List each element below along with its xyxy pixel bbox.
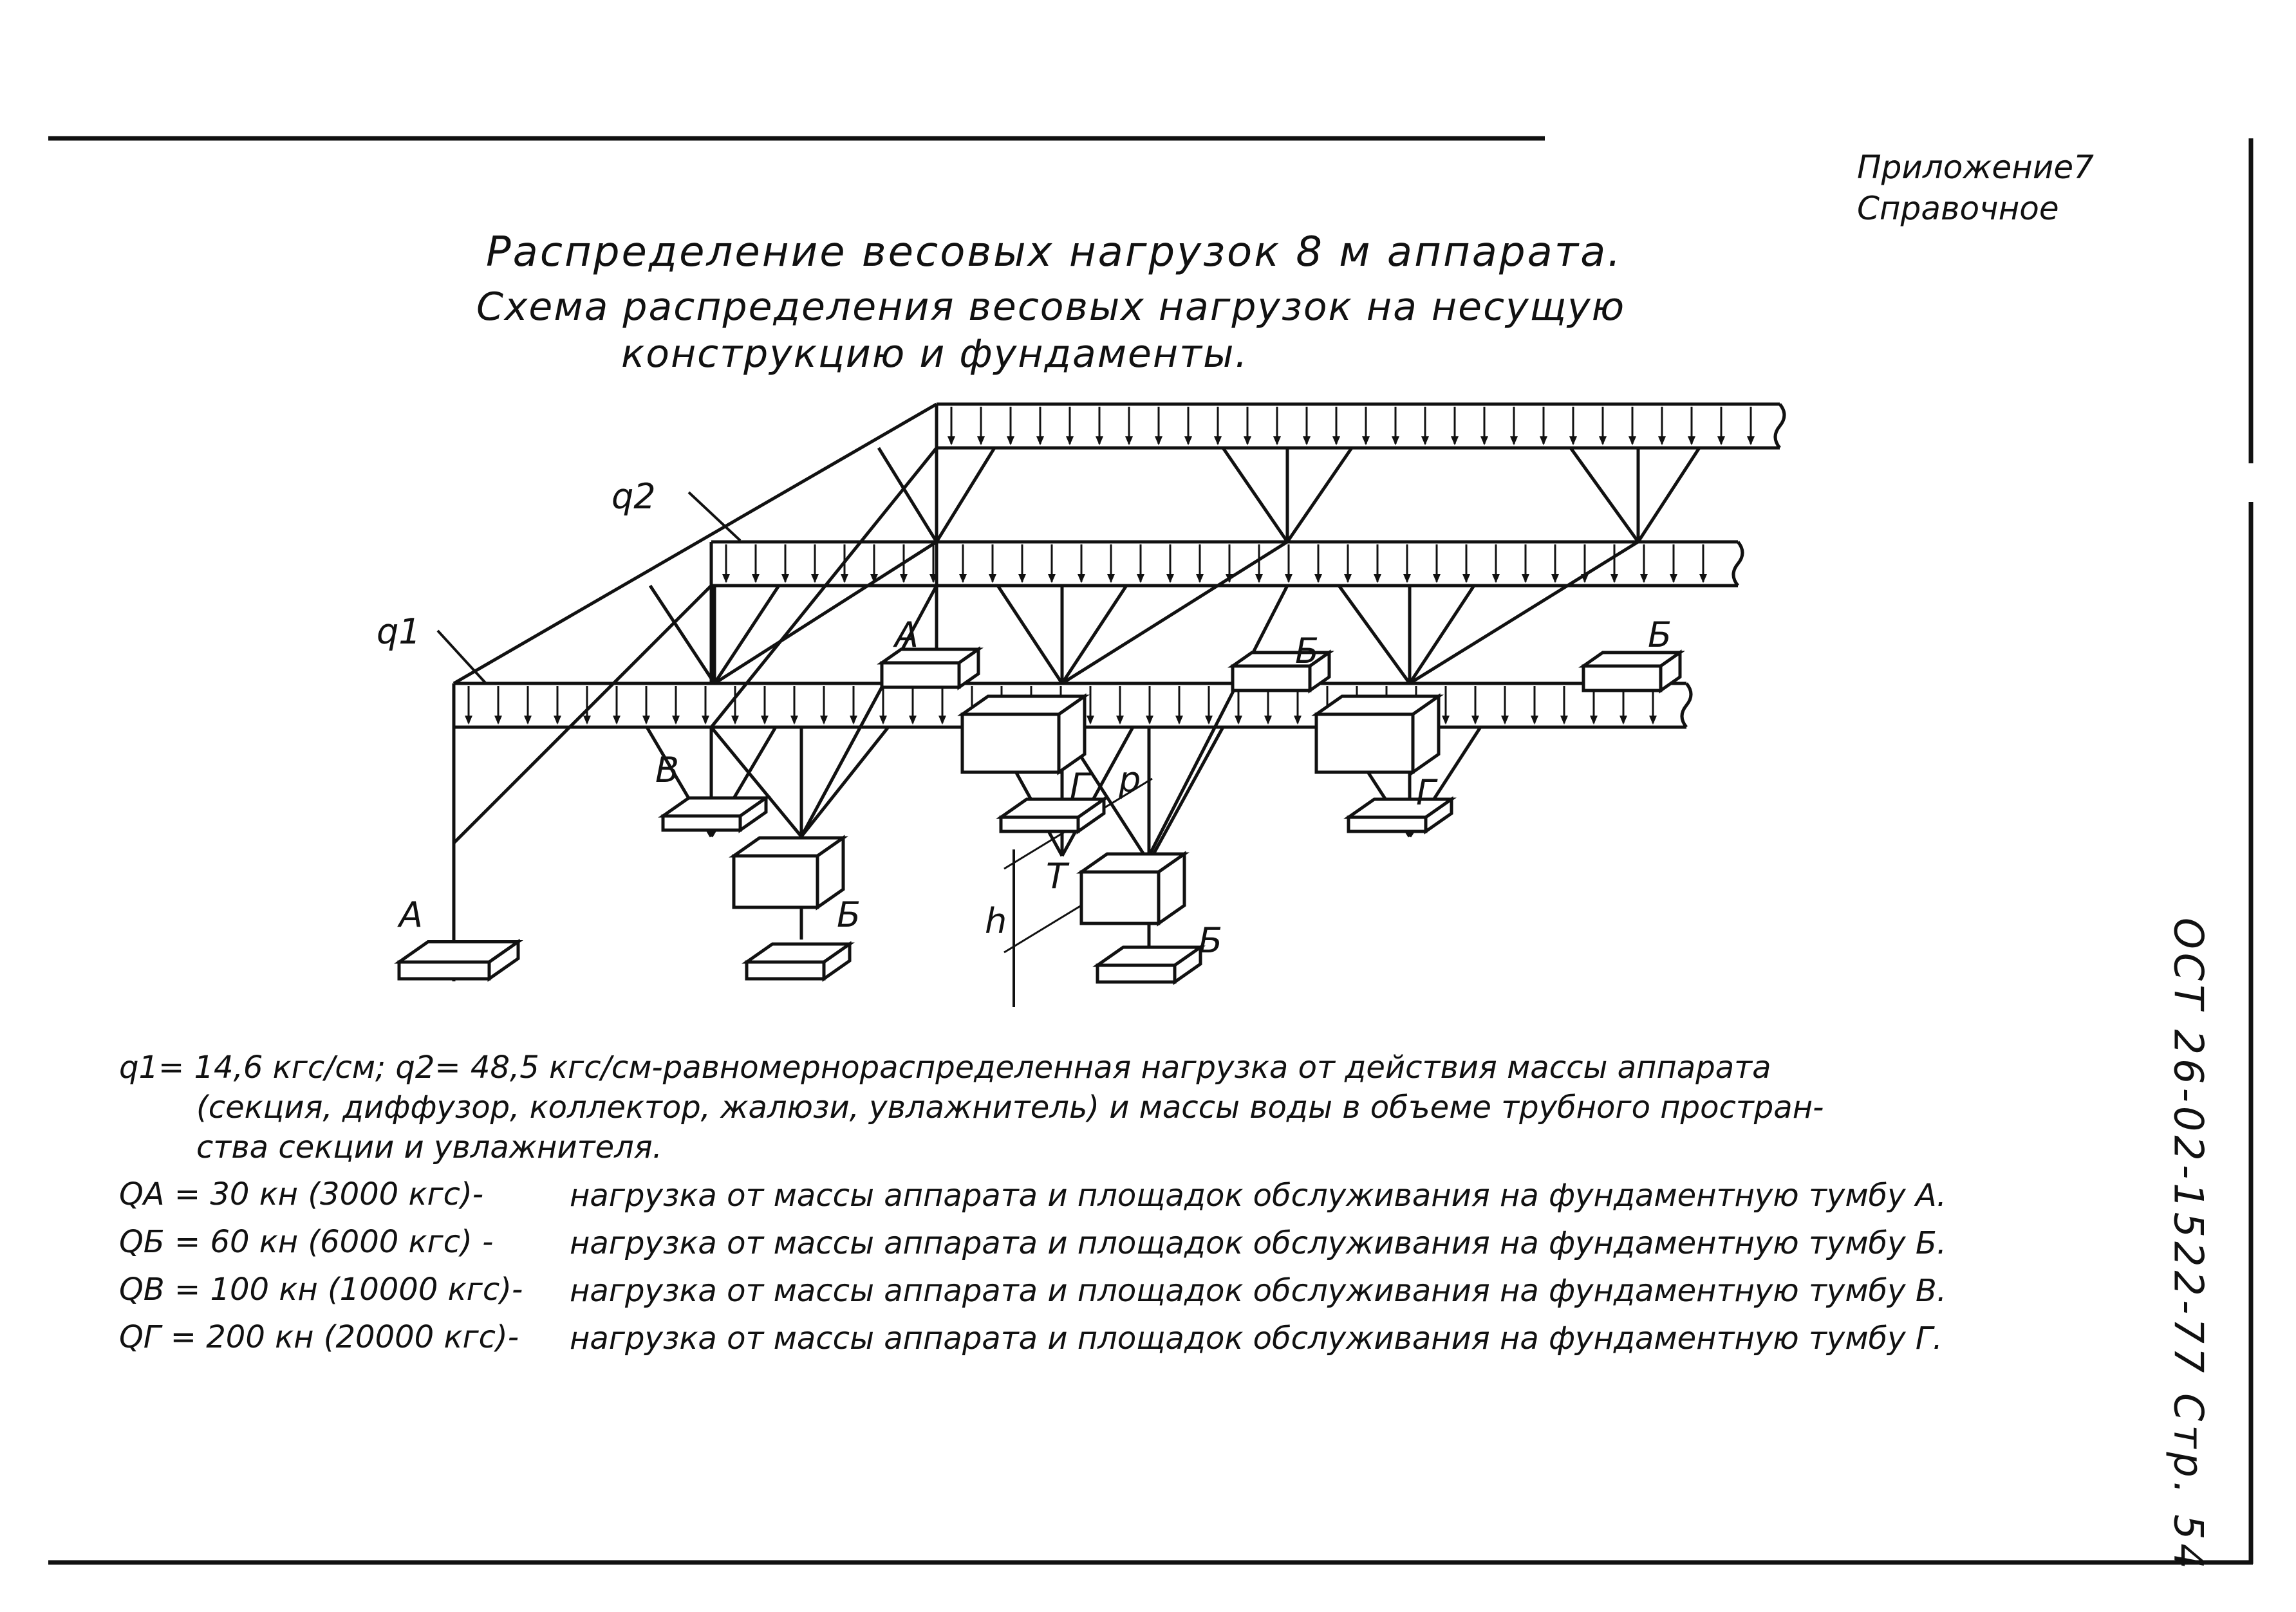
load-arrowhead: [1107, 574, 1115, 583]
load-arrowhead: [1540, 436, 1547, 445]
load-row-text: нагрузка от массы аппарата и площадок обслуживания на фундаментную тумбу А.: [570, 1178, 1946, 1214]
load-arrowhead: [1590, 716, 1598, 725]
foundation-b-lower1-front: [747, 962, 824, 979]
load-arrowhead: [524, 716, 532, 725]
load-arrowhead: [1510, 436, 1518, 445]
support-label-g2: Г: [1416, 772, 1436, 813]
load-row-text: нагрузка от массы аппарата и площадок обслуживания на фундаментную тумбу Г.: [570, 1320, 1943, 1357]
load-arrowhead: [642, 716, 650, 725]
q-load-line3: ства секции и увлажнителя.: [196, 1129, 662, 1165]
title-line1: Распределение весовых нагрузок 8 м аппарата.: [486, 228, 1623, 276]
load-arrowhead: [1303, 436, 1311, 445]
load-arrowhead: [1569, 436, 1577, 445]
load-arrowhead: [1137, 574, 1144, 583]
load-arrowhead: [1155, 436, 1162, 445]
support-label-b-lower1: Б: [837, 894, 861, 935]
pedestal-g2-front: [1316, 714, 1413, 772]
load-arrowhead: [1658, 436, 1666, 445]
load-arrowhead: [1205, 716, 1213, 725]
load-arrowhead: [1688, 436, 1695, 445]
load-arrowhead: [702, 716, 709, 725]
q-load-line2: (секция, диффузор, коллектор, жалюзи, увлажнитель) и массы воды в объеме трубного простран-: [196, 1089, 1824, 1126]
beam-break: [1733, 542, 1742, 586]
load-row-label: QВ = 100 кн (10000 кгс)-: [119, 1272, 523, 1308]
load-arrowhead: [1214, 436, 1222, 445]
pedestal-a-top-front: [882, 663, 959, 687]
truss-diagonal: [650, 586, 714, 683]
load-arrowhead: [900, 574, 908, 583]
load-row-label: QА = 30 кн (3000 кгс)-: [119, 1176, 484, 1212]
support-blocks: [399, 649, 1680, 982]
load-row-text: нагрузка от массы аппарата и площадок обслуживания на фундаментную тумбу Б.: [570, 1225, 1946, 1261]
load-arrowhead: [1421, 436, 1429, 445]
label-r: р: [1119, 759, 1141, 800]
foundation-b-lower2-front: [1097, 965, 1175, 982]
load-arrowhead: [1087, 716, 1094, 725]
frame-diagonal: [1146, 586, 1287, 862]
load-arrowhead: [811, 574, 819, 583]
pedestal-b-right-front: [1583, 666, 1661, 690]
load-arrowhead: [841, 574, 848, 583]
load-arrowhead: [1629, 436, 1636, 445]
load-arrowhead: [1166, 574, 1174, 583]
load-arrowhead: [1717, 436, 1725, 445]
pedestal-b-lower2-front: [1081, 872, 1159, 923]
support-label-b-mid: Б: [1295, 631, 1320, 671]
load-arrowhead: [790, 716, 798, 725]
load-arrowhead: [1403, 574, 1411, 583]
foundation-g1-front: [1001, 817, 1078, 831]
load-arrowhead: [1007, 436, 1014, 445]
load-arrowhead: [1255, 574, 1263, 583]
q-load-line1: q1= 14,6 кгс/см; q2= 48,5 кгс/см-равномернораспределенная нагрузка от действия массы аппарата: [119, 1050, 1771, 1086]
truss-diagonal: [714, 586, 779, 683]
truss-diagonal: [1223, 448, 1287, 542]
beam-break: [1682, 683, 1691, 727]
load-arrowhead: [554, 716, 561, 725]
load-arrowhead: [1471, 716, 1479, 725]
load-arrowhead: [1392, 436, 1399, 445]
load-row-a: [119, 1176, 2140, 1215]
load-arrowhead: [959, 574, 967, 583]
load-arrowhead: [1018, 574, 1026, 583]
load-arrowhead: [1362, 436, 1370, 445]
load-arrowhead: [722, 574, 730, 583]
load-arrowhead: [583, 716, 591, 725]
frame-diagonal: [454, 586, 711, 843]
load-arrowhead: [761, 716, 769, 725]
load-arrowhead: [781, 574, 789, 583]
beam-break: [1775, 404, 1784, 448]
load-row-label: QГ = 200 кн (20000 кгс)-: [119, 1319, 519, 1355]
q-load-description: [119, 1048, 2140, 1167]
support-label-b-lower2: Б: [1199, 920, 1223, 961]
load-arrowhead: [947, 436, 955, 445]
load-arrowhead: [1610, 574, 1618, 583]
load-arrowhead: [1036, 436, 1044, 445]
load-arrowhead: [1649, 716, 1657, 725]
support-label-v: В: [655, 750, 680, 790]
load-arrowhead: [1560, 716, 1568, 725]
load-arrowhead: [731, 716, 739, 725]
load-arrowhead: [938, 716, 946, 725]
q2-label: q2: [611, 476, 656, 517]
truss-diagonal: [879, 448, 937, 542]
load-arrowhead: [977, 436, 985, 445]
label-h: h: [985, 901, 1007, 941]
leg-diagonal: [801, 727, 888, 837]
load-arrowhead: [1344, 574, 1352, 583]
truss-diagonal: [937, 448, 994, 542]
load-arrowhead: [1273, 436, 1281, 445]
load-arrowhead: [1670, 574, 1677, 583]
load-arrowhead: [1462, 574, 1470, 583]
truss-diagonal: [1287, 448, 1352, 542]
load-arrowhead: [1442, 716, 1450, 725]
load-arrowhead: [465, 716, 472, 725]
load-arrowhead: [1332, 436, 1340, 445]
truss-diagonal: [1638, 448, 1699, 542]
load-arrowhead: [879, 716, 887, 725]
leg-diagonal: [1149, 727, 1223, 862]
title-line2: Схема распределения весовых нагрузок на несущую: [476, 284, 1626, 329]
q1-label: q1: [377, 611, 421, 652]
load-arrowhead: [1374, 574, 1381, 583]
load-arrowhead: [1522, 574, 1529, 583]
foundation-v-front: [663, 816, 740, 830]
load-arrowhead: [1184, 436, 1192, 445]
document-code-text: ОСТ 26-02-1522-77 Стр. 54: [2165, 917, 2212, 1573]
load-arrowhead: [1599, 436, 1607, 445]
foundation-a-left-front: [399, 962, 489, 979]
load-arrowhead: [1314, 574, 1322, 583]
pedestal-b-lower1-front: [734, 856, 817, 907]
load-arrowhead: [1116, 716, 1124, 725]
load-arrowhead: [1433, 574, 1441, 583]
load-row-b: [119, 1224, 2140, 1263]
title-line3: конструкцию и фундаменты.: [621, 331, 1249, 376]
support-label-a-top: А: [895, 615, 919, 655]
load-arrowhead: [1501, 716, 1509, 725]
truss-diagonal: [1571, 448, 1638, 542]
load-arrowhead: [909, 716, 917, 725]
load-arrowhead: [1451, 436, 1459, 445]
load-arrowhead: [1531, 716, 1538, 725]
load-arrowhead: [1480, 436, 1488, 445]
load-arrowhead: [1066, 436, 1074, 445]
load-row-g: [119, 1319, 2140, 1358]
load-arrowhead: [1747, 436, 1755, 445]
load-arrowhead: [672, 716, 680, 725]
load-arrowhead: [1619, 716, 1627, 725]
load-arrowhead: [1551, 574, 1559, 583]
load-arrowhead: [1285, 574, 1293, 583]
load-arrowhead: [1492, 574, 1500, 583]
truss-diagonal: [1062, 586, 1126, 683]
load-row-text: нагрузка от массы аппарата и площадок обслуживания на фундаментную тумбу В.: [570, 1273, 1946, 1309]
load-arrowhead: [820, 716, 828, 725]
support-label-b-right: Б: [1648, 615, 1672, 655]
load-arrowhead: [1196, 574, 1204, 583]
document-code: [2150, 898, 2227, 1593]
load-arrowhead: [1294, 716, 1302, 725]
appendix-line1: Приложение7: [1857, 149, 2094, 186]
load-arrowhead: [1048, 574, 1056, 583]
label-t: Т: [1046, 856, 1067, 896]
load-arrowhead: [989, 574, 996, 583]
load-arrowhead: [1125, 436, 1133, 445]
load-arrowhead: [1640, 574, 1648, 583]
q1-leader: [438, 631, 486, 683]
load-row-label: QБ = 60 кн (6000 кгс) -: [119, 1224, 494, 1260]
load-arrowhead: [1078, 574, 1085, 583]
foundation-g2-front: [1349, 817, 1426, 831]
load-arrowhead: [613, 716, 621, 725]
load-arrowhead: [1699, 574, 1707, 583]
load-arrowhead: [1146, 716, 1153, 725]
load-arrowhead: [752, 574, 760, 583]
truss-diagonal: [1410, 586, 1474, 683]
load-arrowhead: [494, 716, 502, 725]
appendix-line2: Справочное: [1857, 190, 2059, 227]
pedestal-g1-front: [962, 714, 1059, 772]
frame-diagonal: [454, 404, 937, 683]
load-arrowhead: [1244, 436, 1251, 445]
notes-block: [119, 1048, 2140, 1358]
load-arrowhead: [1264, 716, 1272, 725]
load-arrowhead: [850, 716, 857, 725]
load-row-v: [119, 1272, 2140, 1310]
support-label-a-left: А: [399, 894, 423, 935]
load-arrowhead: [1175, 716, 1183, 725]
truss-diagonal: [1339, 586, 1410, 683]
load-arrowhead: [1096, 436, 1103, 445]
truss-diagonal: [998, 586, 1062, 683]
support-label-g1: Г: [1070, 766, 1090, 806]
load-arrowhead: [1235, 716, 1242, 725]
